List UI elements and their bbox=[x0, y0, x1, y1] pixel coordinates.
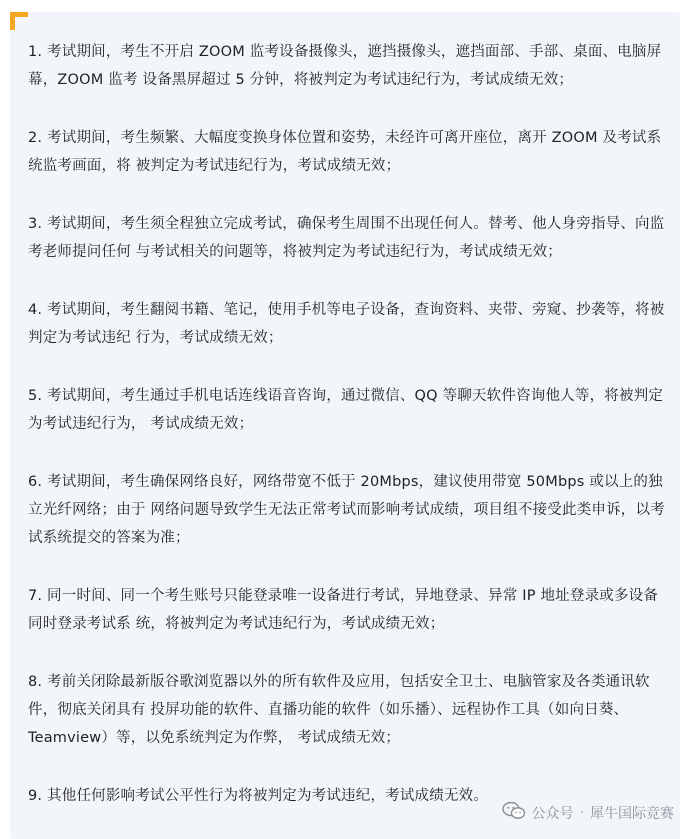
watermark-separator: · bbox=[579, 805, 584, 821]
watermark-source: 公众号 bbox=[531, 806, 574, 822]
wechat-watermark bbox=[502, 801, 674, 825]
corner-accent bbox=[10, 12, 28, 30]
rule-item: 6. 考试期间，考生确保网络良好，网络带宽不低于 20Mbps，建议使用带宽 50Mbps 或以上的独立光纤网络；由于 网络问题导致学生无法正常考试而影响考试成绩，项目组不接受此类申诉，以考试系统提交的答案为准； bbox=[28, 474, 665, 546]
exam-rules-list bbox=[28, 38, 668, 810]
watermark-account: 犀牛国际竞赛 bbox=[590, 806, 674, 822]
rule-item: 1. 考试期间，考生不开启 ZOOM 监考设备摄像头，遮挡摄像头，遮挡面部、手部、桌面、电脑屏幕，ZOOM 监考 设备黑屏超过 5 分钟，将被判定为考试违纪行为，考试成绩无效； bbox=[28, 44, 662, 88]
rule-item: 4. 考试期间，考生翻阅书籍、笔记，使用手机等电子设备，查询资料、夹带、旁窥、抄袭等，将被判定为考试违纪 行为，考试成绩无效； bbox=[28, 302, 665, 346]
rule-item: 5. 考试期间，考生通过手机电话连线语音咨询，通过微信、QQ 等聊天软件咨询他人等，将被判定为考试违纪行为， 考试成绩无效； bbox=[28, 388, 664, 432]
rule-item: 8. 考前关闭除最新版谷歌浏览器以外的所有软件及应用，包括安全卫士、电脑管家及各类通讯软件，彻底关闭具有 投屏功能的软件、直播功能的软件（如乐播）、远程协作工具（如向日葵、Teamview）等，以免系统判定为作弊， 考试成绩无效； bbox=[28, 674, 650, 746]
rule-item: 9. 其他任何影响考试公平性行为将被判定为考试违纪，考试成绩无效。 bbox=[28, 788, 489, 804]
wechat-icon bbox=[502, 801, 526, 825]
rule-item: 2. 考试期间，考生频繁、大幅度变换身体位置和姿势，未经许可离开座位，离开 ZOOM 及考试系统监考画面，将 被判定为考试违纪行为，考试成绩无效； bbox=[28, 130, 662, 174]
rule-item: 7. 同一时间、同一个考生账号只能登录唯一设备进行考试，异地登录、异常 IP 地址登录或多设备同时登录考试系 统，将被判定为考试违纪行为，考试成绩无效； bbox=[28, 588, 659, 632]
rule-item: 3. 考试期间，考生须全程独立完成考试，确保考生周围不出现任何人。替考、他人身旁指导、向监考老师提问任何 与考试相关的问题等，将被判定为考试违纪行为，考试成绩无效； bbox=[28, 216, 665, 260]
